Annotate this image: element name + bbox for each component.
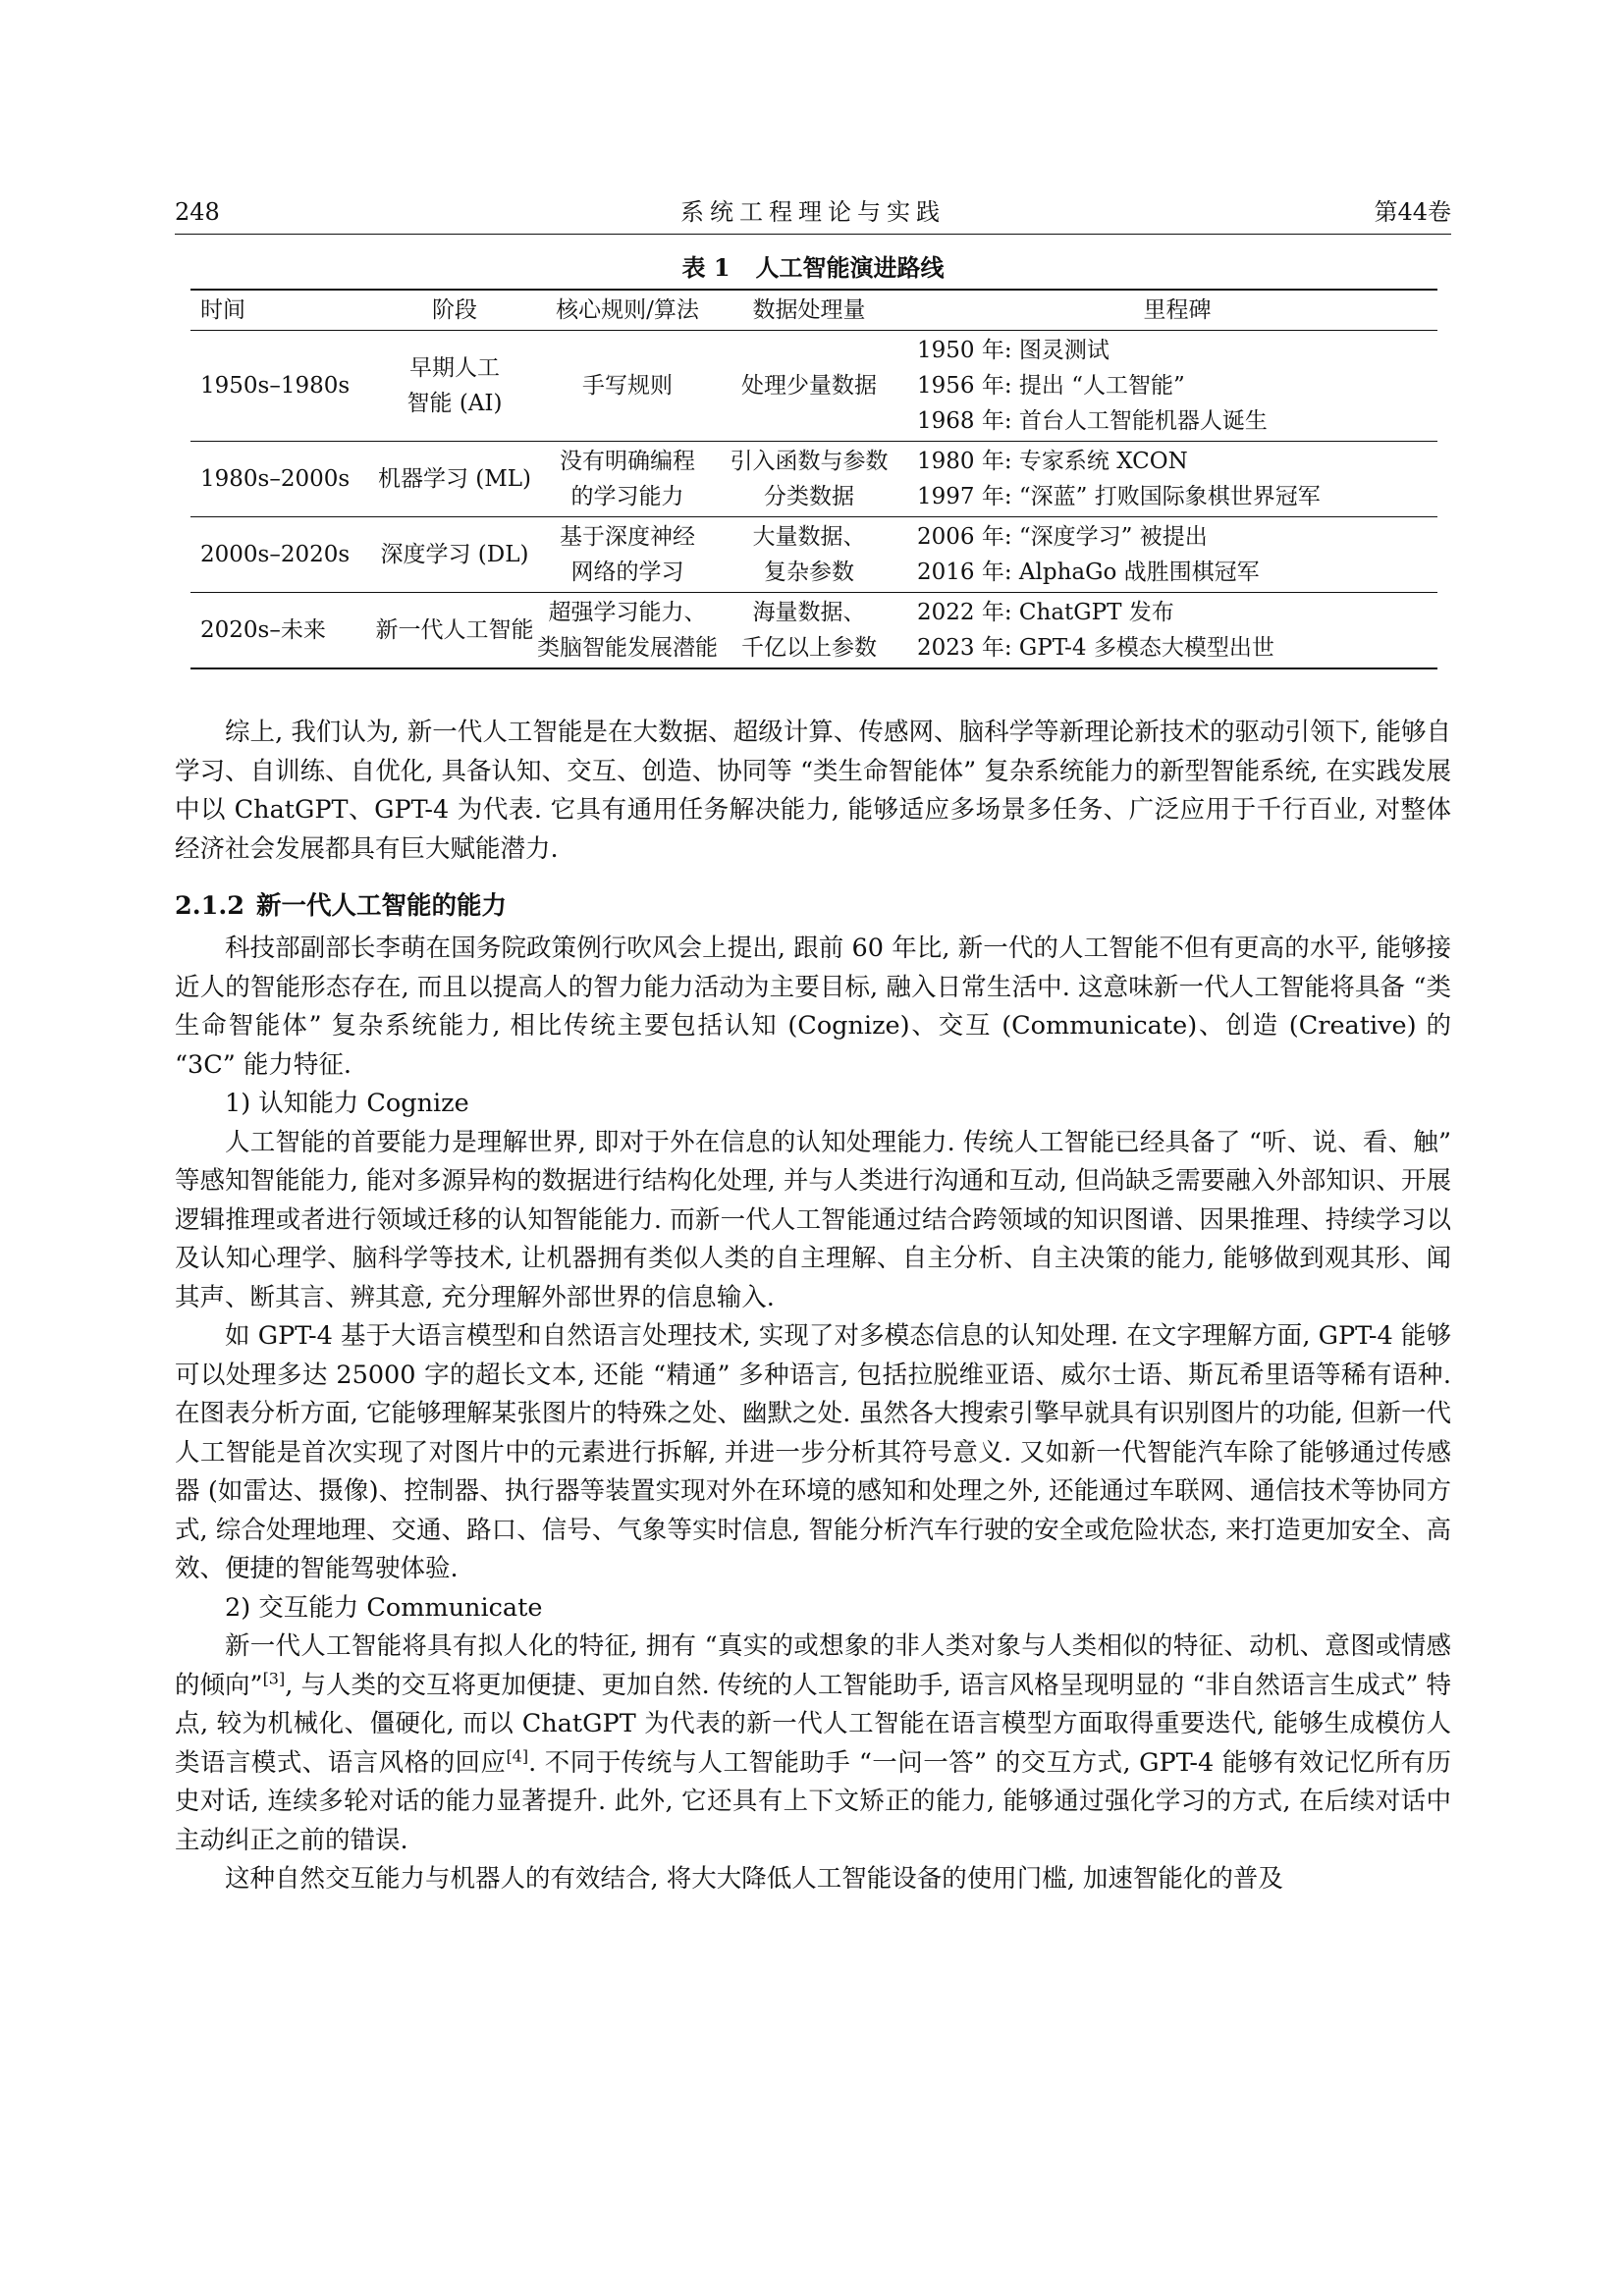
- cell-line: 机器学习 (ML): [377, 466, 532, 492]
- col-header-stage: 阶段: [432, 297, 477, 323]
- cell-stage: [375, 331, 534, 442]
- header-rule: [175, 234, 1451, 235]
- col-header-data: 数据处理量: [752, 297, 866, 323]
- milestone: 2016 年: AlphaGo 战胜围棋冠军: [917, 560, 1260, 585]
- cell-rule: [534, 593, 721, 669]
- cell-line: 网络的学习: [570, 560, 684, 585]
- col-header-time: 时间: [200, 297, 245, 323]
- cell-data: [721, 442, 897, 517]
- cell-line: 新一代人工智能: [375, 617, 534, 643]
- cell-line: 千亿以上参数: [741, 635, 877, 661]
- cell-data: [721, 331, 897, 442]
- journal-title: 系统工程理论与实践: [680, 198, 946, 226]
- cell-line: 海量数据、: [752, 600, 866, 625]
- milestone: 1968 年: 首台人工智能机器人诞生: [917, 408, 1268, 434]
- col-header-milestones: 里程碑: [1143, 297, 1212, 323]
- cell-stage: [375, 593, 534, 669]
- page-number: 248: [175, 198, 220, 226]
- list-item-communicate: 2) 交互能力 Communicate: [225, 1592, 543, 1623]
- ai-evolution-table: [190, 289, 1437, 669]
- table-header-row: [190, 290, 1437, 331]
- milestone: 2022 年: ChatGPT 发布: [917, 600, 1174, 625]
- paragraph-communicate: [175, 1628, 1451, 1860]
- cell-line: 的学习能力: [570, 484, 684, 509]
- cell-time: 1950s–1980s: [200, 373, 351, 399]
- cell-stage: [375, 442, 534, 517]
- cell-line: 智能 (AI): [406, 391, 503, 416]
- volume-label: 第44卷: [1374, 198, 1451, 226]
- cell-line: 没有明确编程: [560, 449, 695, 474]
- milestone: 1997 年: “深蓝” 打败国际象棋世界冠军: [917, 484, 1321, 509]
- table-row: [190, 331, 1437, 442]
- paragraph-intro: 科技部副部长李萌在国务院政策例行吹风会上提出, 跟前 60 年比, 新一代的人工智能不但有更高的水平, 能够接近人的智能形态存在, 而且以提高人的智力能力活动为主要目标, 融入日常生活中. 这意味新一代人工智能将具备 “类生命智能体” 复杂系统能力, 相比传统主要包括认知 (Cognize)、交互 (Communicate)、创造 (Creative) 的 “3C” 能力特征.: [175, 934, 1451, 1080]
- cell-line: 处理少量数据: [741, 373, 877, 399]
- table-row: [190, 593, 1437, 669]
- milestone: 1980 年: 专家系统 XCON: [917, 449, 1188, 474]
- col-header-rule: 核心规则/算法: [556, 297, 699, 323]
- paragraph-last: 这种自然交互能力与机器人的有效结合, 将大大降低人工智能设备的使用门槛, 加速智能化的普及: [225, 1864, 1283, 1894]
- cell-rule: [534, 331, 721, 442]
- cell-rule: [534, 517, 721, 593]
- cell-data: [721, 517, 897, 593]
- cell-line: 手写规则: [582, 373, 673, 399]
- table-caption-title: 人工智能演进路线: [755, 253, 945, 282]
- body-text: [175, 714, 1451, 1899]
- cell-time: 1980s–2000s: [200, 466, 351, 492]
- running-header: [175, 192, 1451, 232]
- cell-line: 类脑智能发展潜能: [537, 635, 718, 661]
- cell-time: 2000s–2020s: [200, 542, 351, 567]
- milestone: 1950 年: 图灵测试: [917, 338, 1110, 363]
- paragraph-cognize-1: 人工智能的首要能力是理解世界, 即对于外在信息的认知处理能力. 传统人工智能已经具备了 “听、说、看、触” 等感知智能能力, 能对多源异构的数据进行结构化处理, 并与人类进行沟通和互动, 但尚缺乏需要融入外部知识、开展逻辑推理或者进行领域迁移的认知智能能力. 而新一代人工智能通过结合跨领域的知识图谱、因果推理、持续学习以及认知心理学、脑科学等技术, 让机器拥有类似人类的自主理解、自主分析、自主决策的能力, 能够做到观其形、闻其声、断其言、辨其意, 充分理解外部世界的信息输入.: [175, 1127, 1451, 1312]
- section-heading: [175, 886, 1451, 926]
- cell-milestones: [897, 517, 1437, 593]
- cell-line: 超强学习能力、: [548, 600, 707, 625]
- cell-data: [721, 593, 897, 669]
- milestone: 2006 年: “深度学习” 被提出: [917, 524, 1208, 550]
- citation-ref-3[interactable]: [3]: [262, 1669, 286, 1687]
- text-span: 新一代人工智能将具有拟人化的特征, 拥有 “真实的或想象的非人类对象与人类相似的特征、动机、意图或情感的倾向”: [175, 1631, 1451, 1700]
- cell-line: 深度学习 (DL): [380, 542, 529, 567]
- cell-stage: [375, 517, 534, 593]
- table-row: [190, 517, 1437, 593]
- cell-line: 引入函数与参数: [730, 449, 889, 474]
- table-row: [190, 442, 1437, 517]
- milestone: 2023 年: GPT-4 多模态大模型出世: [917, 635, 1274, 661]
- milestone: 1956 年: 提出 “人工智能”: [917, 373, 1185, 399]
- paragraph-summary: 综上, 我们认为, 新一代人工智能是在大数据、超级计算、传感网、脑科学等新理论新技术的驱动引领下, 能够自学习、自训练、自优化, 具备认知、交互、创造、协同等 “类生命智能体” 复杂系统能力的新型智能系统, 在实践发展中以 ChatGPT、GPT-4 为代表. 它具有通用任务解决能力, 能够适应多场景多任务、广泛应用于千行百业, 对整体经济社会发展都具有巨大赋能潜力.: [175, 718, 1451, 864]
- section-title: 新一代人工智能的能力: [255, 891, 507, 921]
- paragraph-cognize-2: 如 GPT-4 基于大语言模型和自然语言处理技术, 实现了对多模态信息的认知处理. 在文字理解方面, GPT-4 能够可以处理多达 25000 字的超长文本, 还能 “精通” 多种语言, 包括拉脱维亚语、威尔士语、斯瓦希里语等稀有语种. 在图表分析方面, 它能够理解某张图片的特殊之处、幽默之处. 虽然各大搜索引擎早就具有识别图片的功能, 但新一代人工智能是首次实现了对图片中的元素进行拆解, 并进一步分析其符号意义. 又如新一代智能汽车除了能够通过传感器 (如雷达、摄像)、控制器、执行器等装置实现对外在环境的感知和处理之外, 还能通过车联网、通信技术等协同方式, 综合处理地理、交通、路口、信号、气象等实时信息, 智能分析汽车行驶的安全或危险状态, 来打造更加安全、高效、便捷的智能驾驶体验.: [175, 1321, 1451, 1583]
- cell-milestones: [897, 331, 1437, 442]
- table-caption: [175, 251, 1451, 285]
- text-span: , 与人类的交互将更加便捷、更加自然. 传统的人工智能助手, 语言风格呈现明显的 “非自然语言生成式” 特点, 较为机械化、僵硬化, 而以 ChatGPT 为代表的新一代人工智能在语言模型方面取得重要迭代, 能够生成模仿人类语言模式、语言风格的回应: [175, 1670, 1451, 1778]
- list-item-cognize: 1) 认知能力 Cognize: [225, 1089, 469, 1118]
- cell-line: 大量数据、: [752, 524, 866, 550]
- cell-line: 基于深度神经: [560, 524, 695, 550]
- cell-milestones: [897, 593, 1437, 669]
- cell-line: 复杂参数: [764, 560, 854, 585]
- section-number: 2.1.2: [175, 891, 244, 921]
- cell-line: 分类数据: [764, 484, 854, 509]
- cell-rule: [534, 442, 721, 517]
- table-caption-label: 表 1: [681, 253, 731, 282]
- citation-ref-4[interactable]: [4]: [506, 1746, 529, 1765]
- text-span: . 不同于传统与人工智能助手 “一问一答” 的交互方式, GPT-4 能够有效记忆所有历史对话, 连续多轮对话的能力显著提升. 此外, 它还具有上下文矫正的能力, 能够通过强化学习的方式, 在后续对话中主动纠正之前的错误.: [175, 1747, 1451, 1855]
- cell-time: 2020s–未来: [200, 617, 326, 643]
- cell-line: 早期人工: [409, 355, 500, 381]
- cell-milestones: [897, 442, 1437, 517]
